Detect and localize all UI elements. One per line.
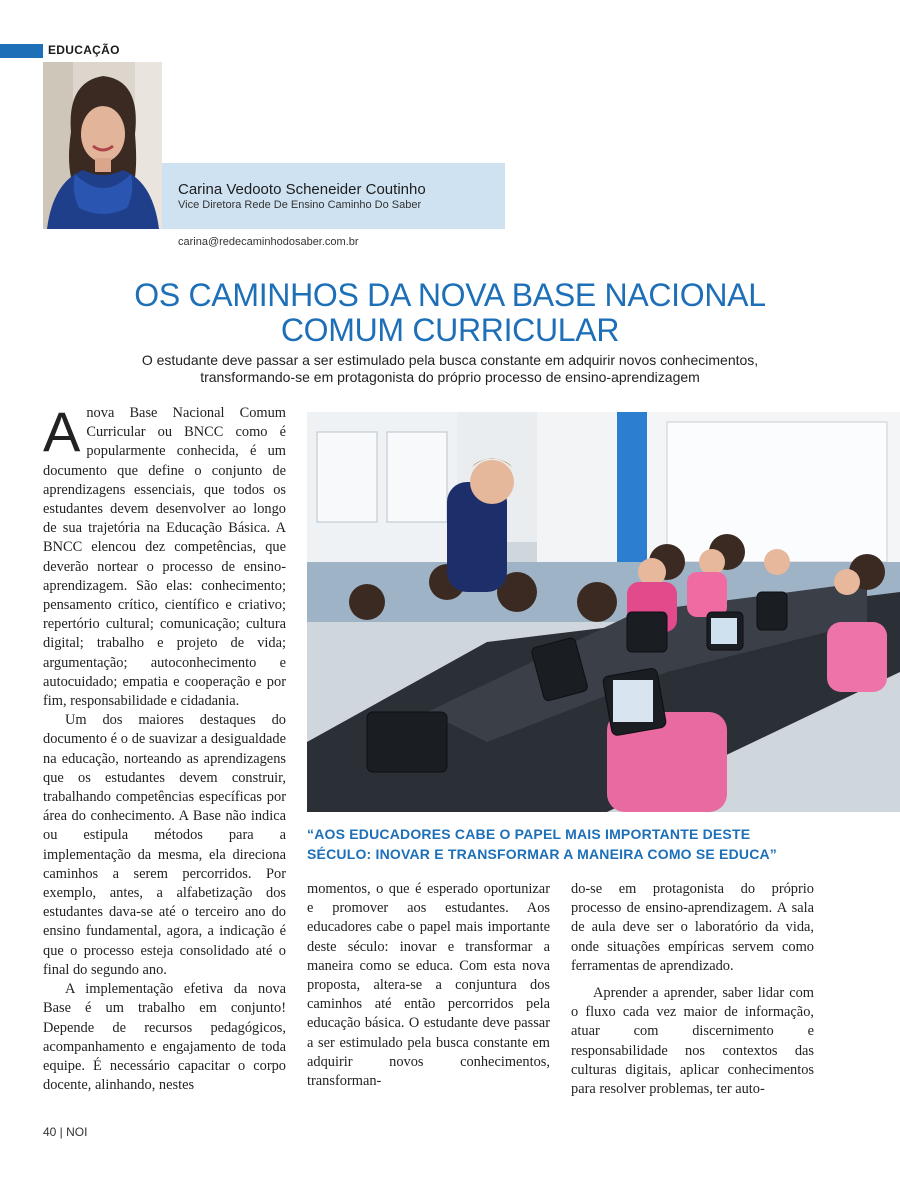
body-paragraph: nova Base Nacional Comum Curricular ou BNCC como é popularmente conhecida, é um documento que define o conjunto de aprendizagens essenciais, que todos os estudantes devem desenvolver ao longo de sua trajetória na Educação Básica. A BNCC elencou dez competências, que deverão nortear o processo de ensino-aprendizagem. São elas: conhecimento; pensamento crítico, científico e criativo; repertório cultural; comunicação; cultura digital; trabalho e projeto de vida; argumentação; autoconhecimento e autocuidado; empatia e cooperação e por fim, responsabilidade e cidadania. (43, 405, 286, 710)
page-footer: 40 | NOI (43, 1125, 88, 1139)
body-paragraph: A implementação efetiva da nova Base é um trabalho em conjunto! Depende de recursos pedagógicos, acompanhamento e engajamento de toda equipe. É necessário capacitar o corpo docente, alinhando, nestes (43, 981, 286, 1094)
author-name: Carina Vedooto Scheneider Coutinho (178, 181, 426, 198)
article-subtitle (60, 352, 840, 386)
pull-quote-line2: SÉCULO: INOVAR E TRANSFORMAR A MANEIRA COMO SE EDUCA” (307, 846, 778, 862)
article-title (40, 278, 860, 348)
author-portrait-illustration (43, 62, 162, 229)
section-bar (0, 44, 43, 58)
classroom-photo (307, 412, 900, 812)
drop-cap: A (43, 400, 81, 463)
author-email[interactable]: carina@redecaminhodosaber.com.br (178, 236, 359, 248)
section-label: EDUCAÇÃO (48, 43, 120, 57)
body-column-2 (307, 880, 550, 1090)
article-title-line1: OS CAMINHOS DA NOVA BASE NACIONAL (134, 277, 766, 313)
article-title-line2: COMUM CURRICULAR (280, 312, 620, 348)
body-paragraph: Um dos maiores destaques do documento é o de suavizar a desigualdade na educação, norteando as aprendizagens que os estudantes devem construir, trabalhando competências específicas por área do conhecimento. A Base não indica ou estipula métodos para a implementação da mesma, ela direciona caminhos a serem percorridos. Por exemplo, antes, a alfabetização dos estudantes dava-se até o terceiro ano do ensino fundamental, agora, a indicação é que o processo esteja consolidado até o final do segundo ano. (43, 712, 286, 978)
article-subtitle-line1: O estudante deve passar a ser estimulado pela busca constante em adquirir novos conhecimentos, (141, 352, 759, 368)
pull-quote-line1: “AOS EDUCADORES CABE O PAPEL MAIS IMPORTANTE DESTE (307, 826, 751, 842)
body-column-3 (571, 880, 814, 1098)
author-role: Vice Diretora Rede De Ensino Caminho Do Saber (178, 199, 422, 211)
body-paragraph: momentos, o que é esperado oportunizar e promover aos estudantes. Aos educadores cabe o papel mais importante deste século: inovar e transformar a maneira como se educa. Com esta nova proposta, altera-se a conjuntura dos caminhos até então percorridos pela educação básica. O estudante deve passar a ser estimulado pela busca constante em adquirir novos conhecimentos, transforman- (307, 881, 550, 1090)
body-paragraph: do-se em protagonista do próprio processo de ensino-aprendizagem. A sala de aula deve ser o laboratório da vida, onde situações empíricas servem como ferramentas de aprendizado. (571, 881, 814, 974)
body-paragraph: Aprender a aprender, saber lidar com o fluxo cada vez maior de informação, atuar com discernimento e responsabilidade nos contextos das culturas digitais, aplicar conhecimentos para resolver problemas, ter auto- (571, 985, 814, 1098)
author-photo (43, 62, 162, 229)
article-subtitle-line2: transformando-se em protagonista do próprio processo de ensino-aprendizagem (200, 369, 700, 385)
body-column-1 (43, 400, 286, 1094)
classroom-illustration (307, 412, 900, 812)
pull-quote (307, 824, 867, 864)
